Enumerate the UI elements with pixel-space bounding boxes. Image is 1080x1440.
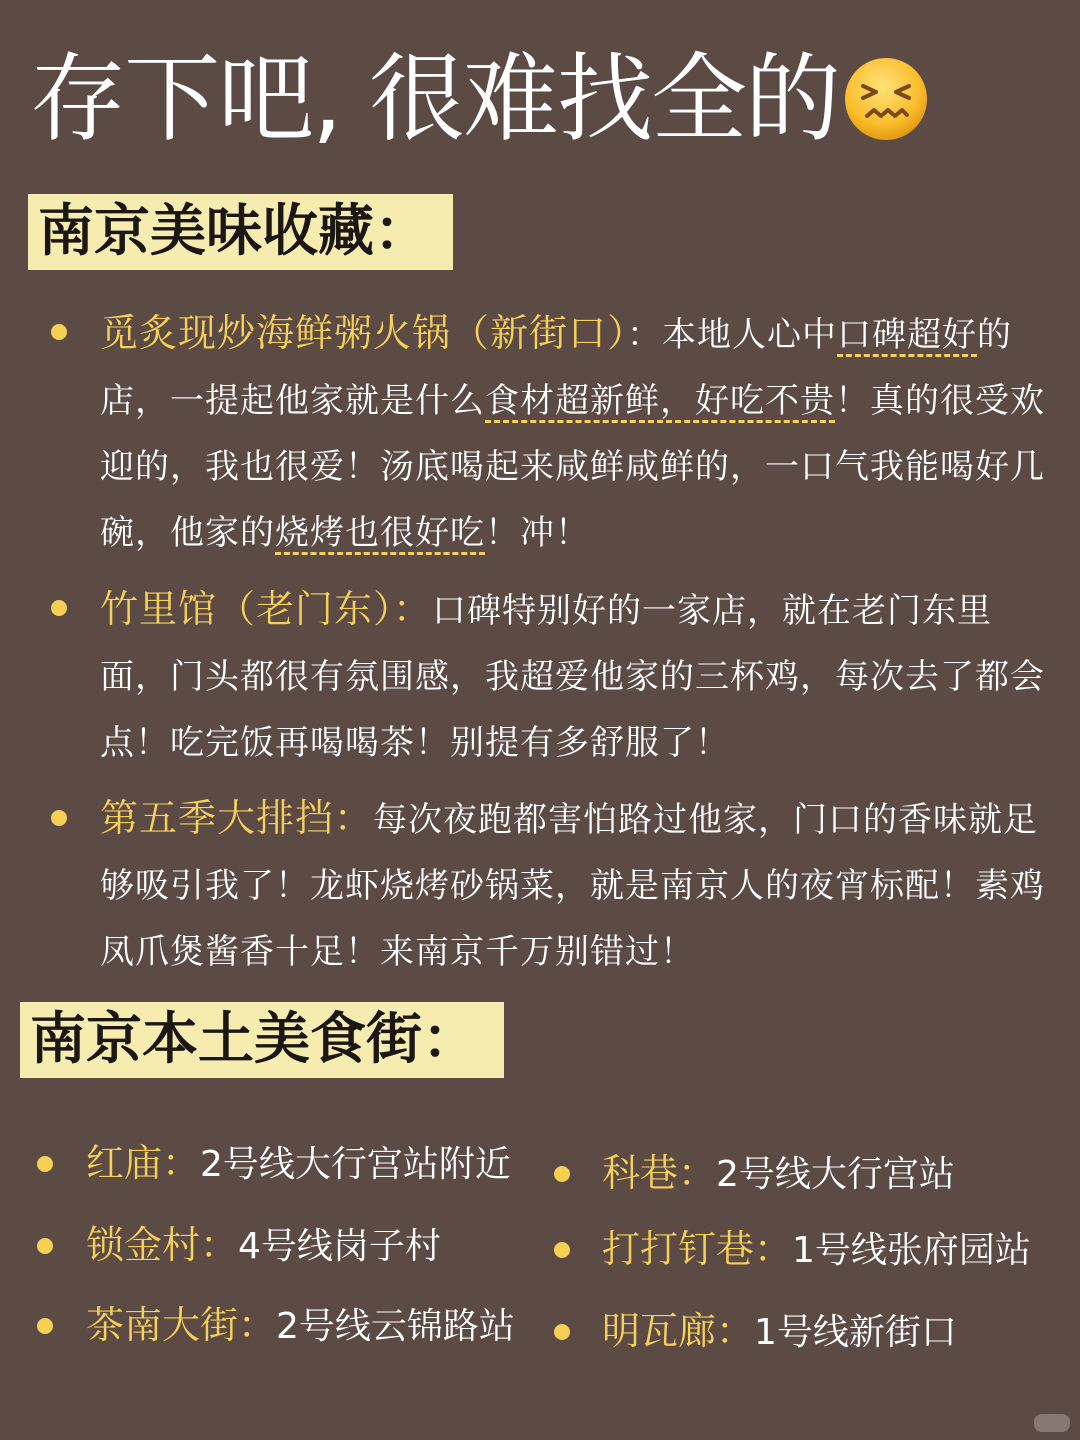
bullet-icon — [554, 1324, 570, 1340]
highlighted-text: 食材超新鲜，好吃不贵 — [485, 381, 835, 421]
restaurant-name: 竹里馆（老门东）： — [100, 587, 433, 631]
title-row — [30, 44, 929, 154]
entry-text: ：本地人心中 — [627, 315, 838, 355]
page-title: 存下吧, 很难找全的 — [30, 43, 840, 155]
restaurant-entry-2 — [100, 576, 1045, 776]
street-location: 2号线云锦路站 — [276, 1306, 515, 1347]
bullet-icon — [51, 600, 67, 616]
highlighted-text: 口碑超好 — [837, 315, 978, 355]
watermark-icon — [1034, 1414, 1070, 1432]
street-location: 4号线岗子村 — [238, 1226, 441, 1267]
entry-text: ！真的很受欢迎的，我也很爱！汤底喝起来咸鲜咸鲜的，一口气我能喝好几碗，他家的 — [100, 381, 1045, 553]
food-street-item — [86, 1138, 511, 1190]
street-name: 打打钉巷： — [602, 1227, 793, 1271]
bullet-icon — [554, 1242, 570, 1258]
food-street-item — [602, 1306, 957, 1358]
street-name: 明瓦廊： — [602, 1309, 755, 1353]
entry-text: 的店，一提起他家就是什么 — [100, 315, 1013, 421]
restaurant-entry-3 — [100, 785, 1045, 985]
bullet-icon — [51, 324, 67, 340]
street-name: 锁金村： — [86, 1223, 239, 1267]
street-location: 1号线新街口 — [754, 1312, 957, 1353]
highlighted-text: 烧烤也很好吃 — [275, 513, 485, 553]
food-street-item — [602, 1148, 955, 1200]
restaurant-name: 第五季大排挡： — [100, 796, 374, 840]
street-location: 2号线大行宫站附近 — [200, 1144, 511, 1185]
bullet-icon — [37, 1238, 53, 1254]
bullet-icon — [554, 1166, 570, 1182]
restaurant-entry-1 — [100, 300, 1045, 566]
entry-text: ！冲！ — [485, 513, 590, 553]
entry-text: 每次夜跑都害怕路过他家，门口的香味就足够吸引我了！龙虾烧烤砂锅菜，就是南京人的夜宵标配！素鸡凤爪煲酱香十足！来南京千万别错过！ — [100, 800, 1045, 972]
food-street-item — [86, 1300, 515, 1352]
bullet-icon — [37, 1318, 53, 1334]
confounded-face-icon — [843, 56, 929, 142]
section-heading-food-streets: 南京本土美食街： — [20, 1002, 504, 1078]
street-name: 红庙： — [86, 1141, 201, 1185]
street-location: 1号线张府园站 — [792, 1230, 1031, 1271]
entry-text: 口碑特别好的一家店，就在老门东里面，门头都很有氛围感，我超爱他家的三杯鸡，每次去了都会点！吃完饭再喝喝茶！别提有多舒服了！ — [100, 591, 1045, 763]
street-name: 科巷： — [602, 1151, 717, 1195]
bullet-icon — [51, 810, 67, 826]
food-street-item — [602, 1224, 1031, 1276]
restaurant-name: 觅炙现炒海鲜粥火锅（新街口） — [100, 311, 628, 355]
street-name: 茶南大街： — [86, 1303, 277, 1347]
food-street-item — [86, 1220, 441, 1272]
section-heading-nanjing-food: 南京美味收藏： — [28, 194, 453, 270]
street-location: 2号线大行宫站 — [716, 1154, 955, 1195]
bullet-icon — [37, 1156, 53, 1172]
